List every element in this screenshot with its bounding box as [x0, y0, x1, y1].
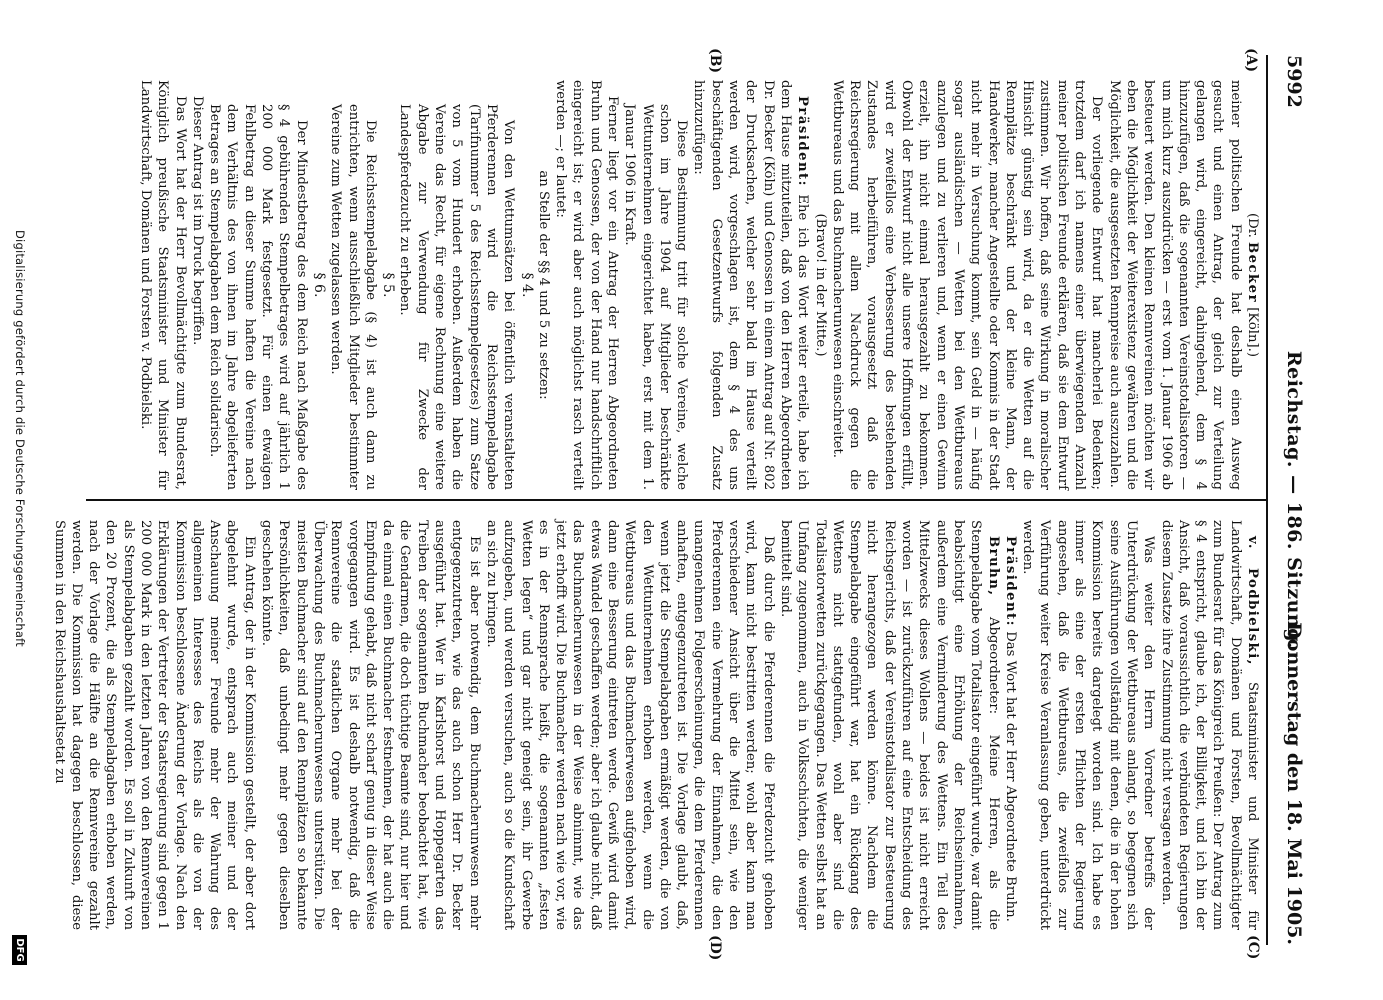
speech-text: Das Wort hat der Herr Abgeordnete Bruhn.	[1002, 627, 1018, 922]
right-column	[51, 520, 1261, 931]
margin-letter-a: (A)	[1243, 48, 1259, 73]
paragraph	[777, 520, 1002, 930]
paragraph: Was weiter den Herrn Vorredner betreffs der Unterdrückung der Wettbureaus anlangt, so begegnen sich seine Ausführungen vollständig mit denen, die in der hohen Kommission bereits dargelegt worden sind. Ich habe es immer als eine der ersten Pflichten der Regierung angesehen, daß die Wettbureaus, die zweifellos zur Verführung weiter Kreise Veranlassung geben, unterdrückt werden.	[1020, 520, 1157, 930]
dfg-logo: DFG	[12, 935, 27, 965]
paragraph: Ein Antrag, der in der Kommission gestellt, der aber dort abgelehnt wurde, entsprach auch meiner und der Anschauung meiner Freunde mehr der Wahrung des allgemeinen Interesses des Reichs als die von der Kommission beschlossene Änderung der Vorlage. Nach den Erklärungen der Vertreter der Staatsregierung sind gegen 1 200 000 Mark in den letzten Jahren von den Rennvereinen als Stempelabgaben gezahlt worden. Es soll in Zukunft von den 20 Prozent, die als Stempelabgaben erhoben werden, nach der Vorlage die Hälfte an die Rennvereine gezahlt werden. Die Kommission hat dagegen beschlossen, diese Summen in den Reichshaushaltsetat zu	[51, 520, 257, 930]
quoted-motion: Diese Bestimmung tritt für solche Vereine, welche schon im Jahre 1904 auf Mitglieder beschränkte Wettunternehmen eingerichtet haben, erst mit dem 1. Januar 1906 in Kraft.	[622, 104, 690, 490]
page-header	[1277, 55, 1305, 945]
paragraph	[690, 80, 811, 490]
paragraph: Der vorliegende Entwurf hat mancherlei Bedenken; trotzdem darf ich namens einer überwiegenden Anzahl meiner politischen Freunde erklären, daß sie dem Entwurf zustimmen. Wir hoffen, daß seine Wirkung in moralischer Hinsicht günstig sein wird, da er die Wetten auf die Rennplätze beschränkt und der kleine Mann, der Handwerker, mancher Angestellte oder Kommis in der Stadt nicht mehr in Versuchung kommt, sein Geld in — häufig sogar ausländischen — Wetten bei den Wettbureaus anzulegen und zu verlieren und, wenn er einen Gewinn erzielt, ihn nicht einmal herausgezahlt zu bekommen. Obwohl der Entwurf nicht alle unsere Hoffnungen erfüllt, wird er zweifellos eine Verbesserung des bestehenden Zustandes herbeiführen, vorausgesetzt daß die Reichsregierung mit allem Nachdruck gegen die Wettbureaus und das Buchmacherunwesen einschreitet.	[829, 80, 1105, 490]
speaker-name: Becker	[1245, 241, 1260, 304]
quoted-section: Der Mindestbetrag des dem Reich nach Maßgabe des § 4 gebührenden Stempelbetrages wird auf jährlich 1 200 000 Mark festgesetzt. Für einen etwaigen Fehlbetrag an dieser Summe haften die Vereine nach dem Verhältnis des von ihnen im Jahre abgelieferten Betrages an Stempelabgaben dem Reich solidarisch.	[207, 104, 309, 490]
section-heading: § 6.	[310, 272, 327, 298]
motion-intro: an Stelle der §§ 4 und 5 zu setzen:	[535, 170, 551, 400]
section-heading: § 4.	[518, 272, 535, 298]
header-rule	[1266, 55, 1268, 945]
paragraph: Es ist aber notwendig, dem Buchmacherunwesen mehr entgegenzutreten, wie das auch schon Herr Dr. Becker ausgeführt hat. Wer in Karlshorst und Hoppegarten das Treiben der sogenannten Buchmacher beobachtet hat, wie die Gendarmen, die doch tüchtige Beamte sind, nur hier und da einmal einen Buchmacher festnehmen, der hat auch die Empfindung gehabt, daß nicht scharf genug in dieser Weise vorgegangen wird. Es ist deshalb notwendig, daß die Rennvereine die staatlichen Organe mehr bei der Überwachung des Buchmacherunwesens unterstützen. Die meisten Buchmacher sind auf den Rennplätzen so bekannte Persönlichkeiten, daß unbedingt mehr gegen dieselben geschehen könnte.	[259, 520, 482, 930]
column-divider	[86, 499, 1266, 501]
paragraph: Das Wort hat der Herr Bevollmächtigte zum Bundesrat, Königlich preußische Staatsminister und Minister für Landwirtschaft, Domänen und Forsten v. Podbielski.	[138, 80, 188, 490]
paragraph: meiner politischen Freunde hat deshalb einen Ausweg gesucht und einen Antrag, der gleich zur Verteilung gelangen wird, eingereicht, dahingehend, dem § 4 hinzuzufügen, daß die sogenannten Vereinstotalisatoren — um mich kurz auszudrücken — erst vom 1. Januar 1906 ab besteuert werden. Den kleinen Rennvereinen möchten wir eben die Möglichkeit der Weiterexistenz gewähren und die Möglichkeit, die ausgesetzten Rennpreise auch auszuzahlen.	[1106, 80, 1243, 490]
quoted-section: Die Reichsstempelabgabe (§ 4) ist auch dann zu entrichten, wenn ausschließlich Mitglieder bestimmter Vereine zum Wetten zugelassen werden.	[328, 104, 378, 490]
page-number: 5992	[1283, 55, 1305, 108]
continuation-prefix: (Dr.	[1245, 213, 1260, 242]
continuation-note	[1244, 80, 1261, 490]
speech-text: Ehe ich das Wort weiter erteile, habe ich dem Hause mitzuteilen, daß von den Herren Abgeordneten Dr. Becker (Köln) und Genossen in einem Antrag auf Nr. 802 der Drucksachen, welcher sehr bald im Hause verteilt werden wird, vorgeschlagen ist, dem § 4 des uns beschäftigenden Gesetzentwurfs folgenden Zusatz hinzuzufügen:	[691, 80, 811, 490]
paragraph	[1157, 520, 1261, 930]
paragraph: Ferner liegt vor ein Antrag der Herren Abgeordneten Bruhn und Genossen, der von der Hand nur handschriftlich eingereicht ist; er wird aber auch möglichst rasch verteilt werden —; er lautet:	[553, 80, 621, 490]
header-date: Donnerstag den 18. Mai 1905.	[1283, 622, 1305, 945]
speech-text: Abgeordneter: Meine Herren, als die Stempelabgabe vom Totalisator eingeführt wurde, war damit beabsichtigt eine Erhöhung der Reichseinnahmen, außerdem eine Verminderung des Wettens. Ein Teil des Mittelzwecks dieses Wollens — beides ist nicht erreicht worden — ist zurückzuführen auf eine Entscheidung des Reichsgerichts, daß der Vereinstotalisator zur Besteuerung nicht herangezogen werden könne. Nachdem die Stempelabgabe eingeführt war, hat ein Rückgang des Wettens nicht stattgefunden, wohl aber sind die Totalisatorwetten zurückgegangen. Das Wetten selbst hat an Umfang zugenommen, auch in Volksschichten, die weniger bemittelt sind.	[777, 520, 1001, 930]
speaker-name: Präsident:	[795, 96, 811, 188]
paragraph	[1002, 520, 1019, 930]
margin-letter-b: (B)	[707, 48, 723, 74]
paragraph: Daß durch die Pferderennen die Pferdezucht gehoben wird, kann nicht bestritten werden; wohl aber kann man verschiedener Ansicht über die Mittel sein, wie den Pferderennen eine Vermehrung der Einnahmen, die den unangenehmen Folgeerscheinungen, die dem Pferderennen anhaften, entgegenzutreten ist. Die Vorlage glaubt, daß, wenn jetzt die Stempelabgaben ermäßigt werden, die von den Wettunternehmen erhoben werden, wenn die Wettbureaus und das Buchmacherwesen aufgehoben wird, dann eine Besserung eintreten werde. Gewiß wird damit etwas Wandel geschaffen werden; aber ich glaube nicht, daß das Buchmacherunwesen in der Weise abnimmt, wie das jetzt erhofft wird. Die Buchmacher werden nach wie vor, wie es in der Rennsprache heißt, die sogenannten „festen Wetten legen“ und gar nicht geneigt sein, ihr Gewerbe aufzugeben, und werden versuchen, auch so die Kundschaft an sich zu bringen.	[483, 520, 776, 930]
speaker-name: Präsident:	[1002, 536, 1018, 628]
header-title: Reichstag. — 186. Sitzung.	[1283, 350, 1305, 650]
speech-text: Staatsminister und Minister für Landwirtschaft, Domänen und Forsten, Bevollmächtigter zum Bundesrat für das Königreich Preußen: Der Antrag zum § 4 entspricht, glaube ich, der Billigkeit, und ich bin der Ansicht, daß voraussichtlich die verbündeten Regierungen diesem Zusatze ihre Zustimmung nicht versagen werden.	[1158, 520, 1260, 931]
speaker-name: v. Podbielski,	[1245, 536, 1260, 666]
quoted-section: Von den Wettumsätzen bei öffentlich veranstalteten Pferderennen wird die Reichsstempelabgabe (Tarifnummer 5 des Reichsstempelgesetzes) zum Satze von 5 vom Hundert erhoben. Außerdem haben die Vereine das Recht, für eigene Rechnung eine weitere Abgabe zur Verwendung für Zwecke der Landespferdezucht zu erheben.	[397, 104, 517, 490]
left-column	[86, 80, 1261, 490]
continuation-suffix: [Köln].)	[1245, 303, 1260, 357]
paragraph: Dieser Antrag ist im Druck begriffen.	[189, 96, 205, 346]
margin-letter-c: (C)	[1245, 935, 1261, 960]
speaker-name: Bruhn,	[985, 536, 1001, 597]
digitization-credit: Digitalisierung gefördert durch die Deutsche Forschungsgemeinschaft	[13, 230, 27, 647]
section-heading: § 5.	[380, 272, 397, 298]
applause-note: (Bravo! in der Mitte.)	[812, 213, 828, 357]
margin-letter-d: (D)	[707, 935, 723, 961]
